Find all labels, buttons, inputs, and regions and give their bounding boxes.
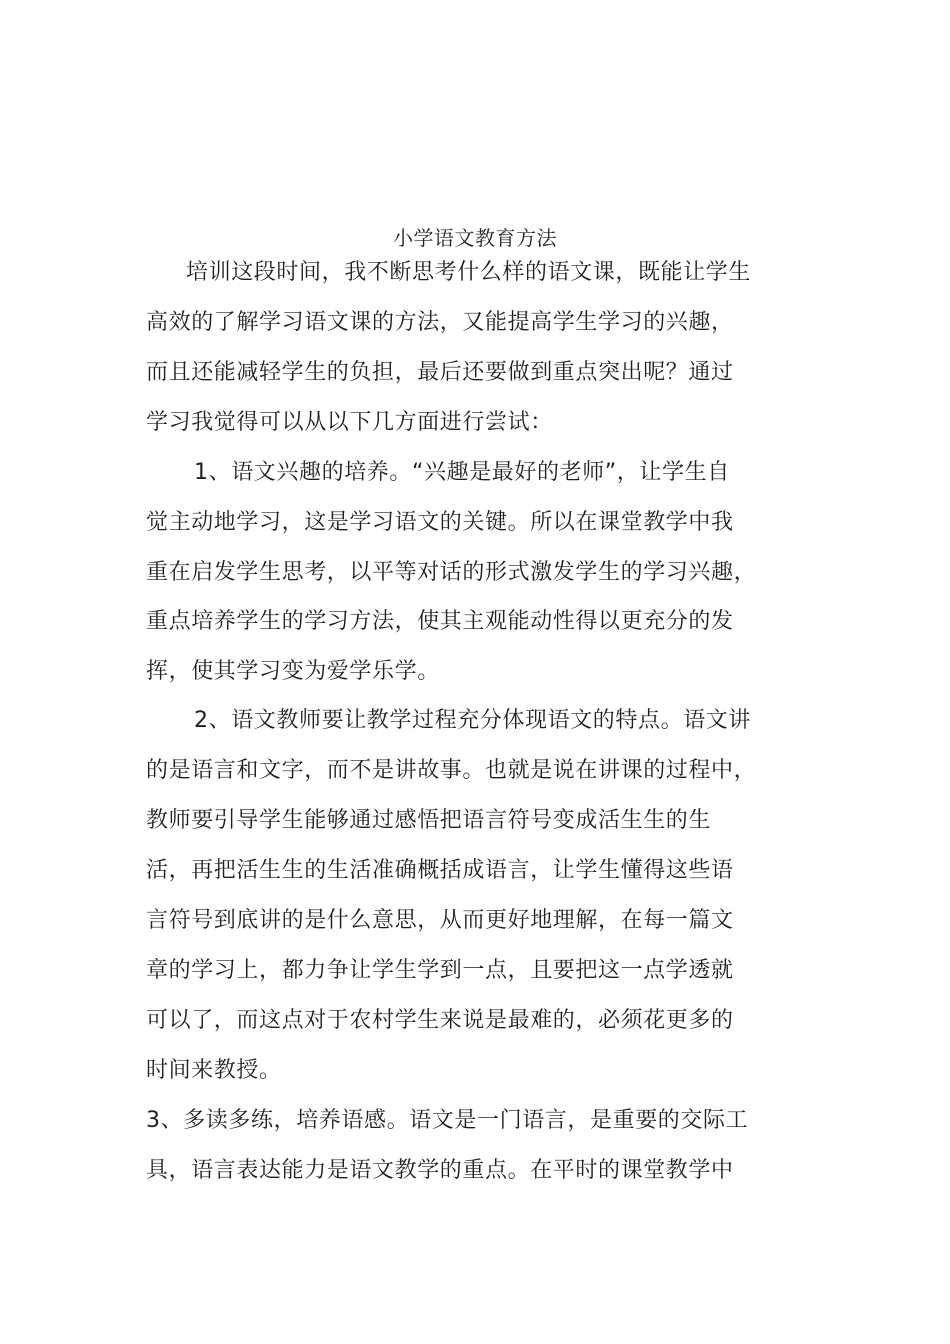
paragraph-line: 学习我觉得可以从以下几方面进行尝试： <box>146 410 553 435</box>
paragraph-line: 时间来教授。 <box>146 1058 282 1083</box>
paragraph-line: 培训这段时间，我不断思考什么样的语文课，既能让学生 <box>186 260 752 285</box>
paragraph-line: 1、语文兴趣的培养。“兴趣是最好的老师”，让学生自 <box>194 460 730 485</box>
paragraph-line: 3、多读多练，培养语感。语文是一门语言，是重要的交际工 <box>146 1108 749 1133</box>
document-title: 小学语文教育方法 <box>393 226 557 250</box>
paragraph-line: 可以了，而这点对于农村学生来说是最难的，必须花更多的 <box>146 1008 734 1033</box>
paragraph-line: 重点培养学生的学习方法，使其主观能动性得以更充分的发 <box>146 609 734 634</box>
paragraph-line: 活，再把活生生的生活准确概括成语言，让学生懂得这些语 <box>146 858 734 883</box>
paragraph-line: 觉主动地学习，这是学习语文的关键。所以在课堂教学中我 <box>146 510 734 535</box>
paragraph-line: 具，语言表达能力是语文教学的重点。在平时的课堂教学中 <box>146 1158 734 1183</box>
paragraph-line: 挥，使其学习变为爱学乐学。 <box>146 659 440 684</box>
paragraph-line: 而且还能减轻学生的负担，最后还要做到重点突出呢？通过 <box>146 360 734 385</box>
paragraph-line: 言符号到底讲的是什么意思，从而更好地理解，在每一篇文 <box>146 908 734 933</box>
paragraph-line: 重在启发学生思考，以平等对话的形式激发学生的学习兴趣， <box>146 560 757 585</box>
paragraph-line: 的是语言和文字，而不是讲故事。也就是说在讲课的过程中， <box>146 758 757 783</box>
paragraph-line: 2、语文教师要让教学过程充分体现语文的特点。语文讲 <box>194 708 751 733</box>
paragraph-line: 章的学习上，都力争让学生学到一点，且要把这一点学透就 <box>146 958 734 983</box>
paragraph-line: 高效的了解学习语文课的方法，又能提高学生学习的兴趣， <box>146 310 734 335</box>
paragraph-line: 教师要引导学生能够通过感悟把语言符号变成活生生的生 <box>146 808 712 833</box>
